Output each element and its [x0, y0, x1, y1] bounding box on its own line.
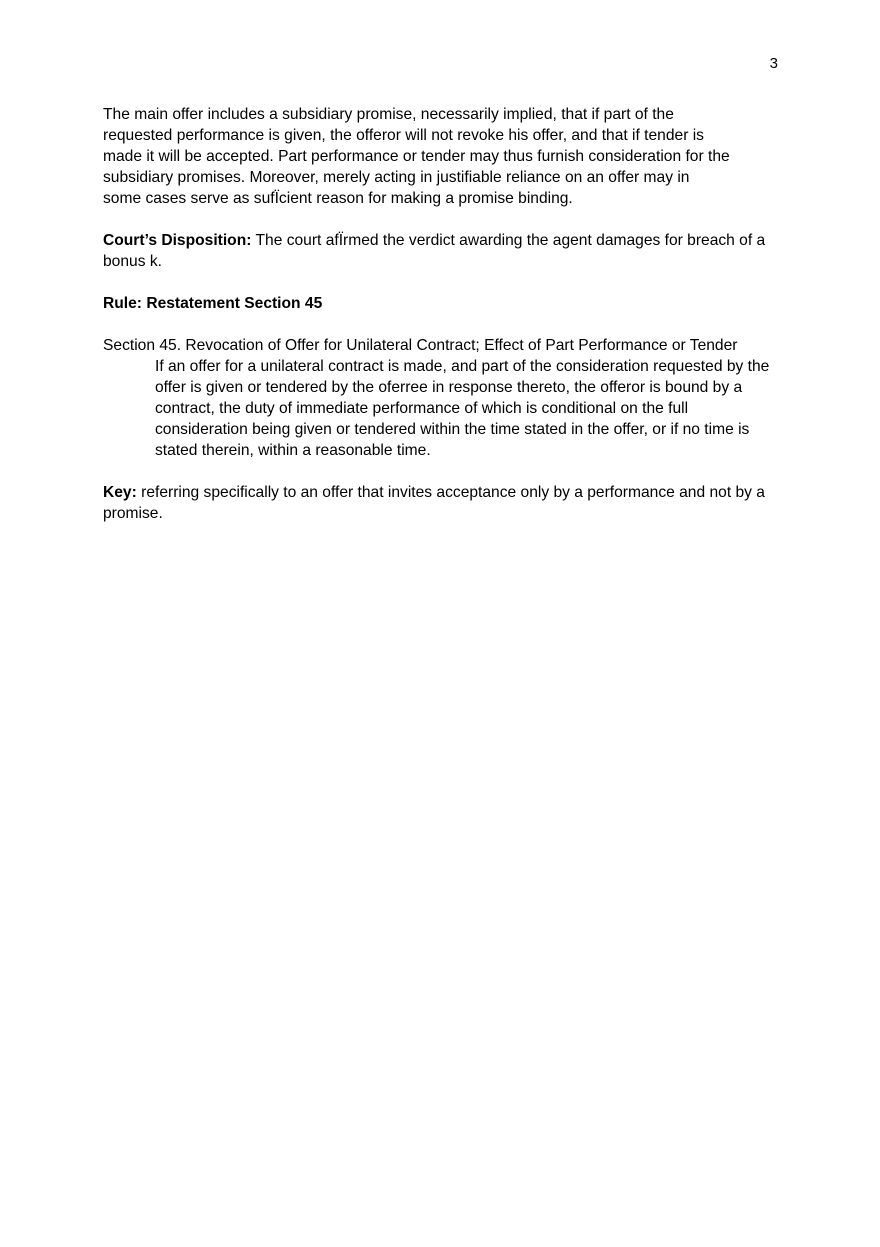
key-label: Key:	[103, 484, 137, 501]
section-45-title: Section 45. Revocation of Offer for Unilateral Contract; Effect of Part Performance or Tender	[103, 337, 738, 354]
block-quote: The main offer includes a subsidiary promise, necessarily implied, that if part of the requested performance is given, the offeror will not revoke his offer, and that if tender is made it will be accepted. Part performance or tender may thus furnish consideration for the subsidiary promises. Moreover, merely acting in justifiable reliance on an offer may in some cases serve as sufÏcient reason for making a promise binding.	[103, 106, 730, 207]
section-45-body: If an offer for a unilateral contract is made, and part of the consideration requested by the offer is given or tendered by the oferree in response thereto, the offeror is bound by a contract, the duty of immediate performance of which is conditional on the full consideration being given or tendered within the time stated in the offer, or if no time is stated therein, within a reasonable time.	[155, 358, 770, 459]
court-disposition-paragraph	[103, 230, 783, 272]
document-body	[103, 104, 783, 545]
court-disposition-text: The court afÏrmed the verdict awarding the agent damages for breach of a bonus k.	[103, 232, 766, 270]
court-disposition-label: Court’s Disposition:	[103, 232, 252, 249]
page-number: 3	[769, 55, 778, 72]
key-paragraph	[103, 482, 783, 524]
rule-heading: Rule: Restatement Section 45	[103, 295, 323, 312]
key-text: referring specifically to an offer that invites acceptance only by a performance and not by a promise.	[103, 484, 765, 522]
